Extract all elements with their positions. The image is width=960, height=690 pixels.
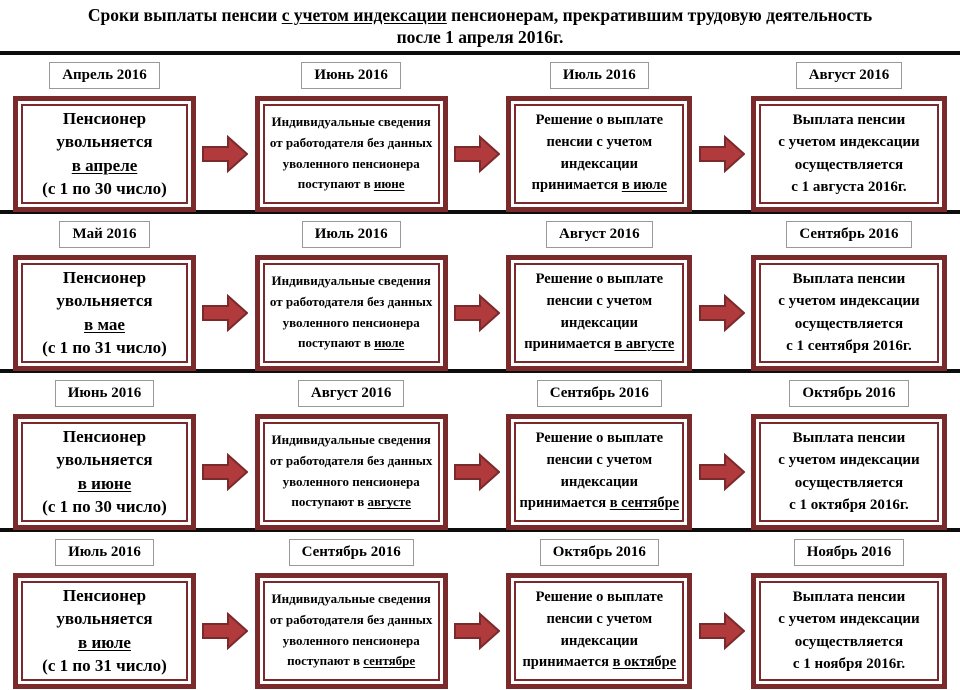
process-boxes-row xyxy=(13,573,947,683)
header-spacer xyxy=(201,221,249,248)
box-text-line: от работодателя без данных xyxy=(269,293,433,309)
retirement-box xyxy=(13,255,196,371)
month-headers-row xyxy=(13,62,947,89)
month-headers-row xyxy=(13,380,947,407)
box-text-line: от работодателя без данных xyxy=(269,134,433,150)
box-text-line: увольняется xyxy=(56,132,153,152)
box-text-pre: принимается xyxy=(531,177,622,194)
box-text-line: от работодателя без данных xyxy=(269,611,433,627)
month-header-payment: Октябрь 2016 xyxy=(789,380,908,407)
header-cell xyxy=(751,62,947,89)
box-text-line: индексации xyxy=(560,632,639,649)
header-cell xyxy=(751,539,947,566)
title-text-post: пенсионерам, прекратившим трудовую деятельность xyxy=(446,5,873,25)
box-text-line: индексации xyxy=(560,155,639,172)
box-text-line: Решение о выплате xyxy=(535,430,664,447)
right-arrow-icon xyxy=(699,293,745,333)
flow-arrow xyxy=(698,573,746,689)
right-arrow-icon xyxy=(202,134,248,174)
box-text-pre: принимается xyxy=(524,336,615,353)
underlined-month: в сентябре xyxy=(609,495,680,512)
period-row xyxy=(0,532,960,687)
flow-arrow xyxy=(201,255,249,371)
employer-data-box xyxy=(255,573,448,689)
right-arrow-icon xyxy=(699,611,745,651)
title-text-pre: Сроки выплаты пенсии xyxy=(87,5,282,25)
header-spacer xyxy=(453,62,501,89)
underlined-month: августе xyxy=(367,494,411,510)
box-text-line: Индивидуальные сведения xyxy=(271,114,431,130)
box-text-line xyxy=(268,651,435,672)
box-text-line: Выплата пенсии xyxy=(792,111,906,128)
box-text-pre: принимается xyxy=(519,495,610,512)
payment-decision-box-content xyxy=(514,263,684,363)
month-header-retirement: Июнь 2016 xyxy=(55,380,154,407)
month-header-payment: Ноябрь 2016 xyxy=(794,539,905,566)
header-cell xyxy=(506,380,692,407)
box-text-line: пенсии с учетом xyxy=(546,133,653,150)
box-text-line: от работодателя без данных xyxy=(269,452,433,468)
header-cell xyxy=(255,221,448,248)
right-arrow-icon xyxy=(699,452,745,492)
process-boxes-row xyxy=(13,414,947,524)
header-cell xyxy=(751,380,947,407)
underlined-month: в октябре xyxy=(612,654,677,671)
month-header-retirement: Апрель 2016 xyxy=(49,62,160,89)
header-cell xyxy=(255,62,448,89)
retirement-box-content xyxy=(21,104,188,204)
flow-arrow xyxy=(453,414,501,530)
header-cell xyxy=(506,539,692,566)
header-cell xyxy=(751,221,947,248)
month-header-employer-data: Июль 2016 xyxy=(302,221,401,248)
flow-arrow xyxy=(453,255,501,371)
box-text-line: осуществляется xyxy=(794,156,904,173)
period-row xyxy=(0,373,960,528)
month-headers-row xyxy=(13,221,947,248)
retirement-box xyxy=(13,96,196,212)
right-arrow-icon xyxy=(454,452,500,492)
box-text-line: (с 1 по 31 число) xyxy=(42,338,167,358)
box-text-line: Пенсионер xyxy=(62,585,147,605)
right-arrow-icon xyxy=(454,611,500,651)
header-spacer xyxy=(698,380,746,407)
box-text-line: Индивидуальные сведения xyxy=(271,273,431,289)
right-arrow-icon xyxy=(454,134,500,174)
header-cell xyxy=(13,539,196,566)
header-cell xyxy=(506,62,692,89)
box-text-pre: принимается xyxy=(522,654,613,671)
box-text-pre: поступают в xyxy=(291,494,368,510)
month-header-employer-data: Август 2016 xyxy=(298,380,405,407)
flow-arrow xyxy=(698,414,746,530)
header-spacer xyxy=(453,539,501,566)
box-text-line: Выплата пенсии xyxy=(792,429,906,446)
box-text-line: Решение о выплате xyxy=(535,271,664,288)
payment-decision-box xyxy=(506,573,692,689)
header-spacer xyxy=(453,221,501,248)
box-text-line xyxy=(519,493,679,515)
box-text-pre: поступают в xyxy=(287,653,364,669)
underlined-month: в июле xyxy=(78,632,131,652)
month-header-employer-data: Сентябрь 2016 xyxy=(289,539,414,566)
retirement-box xyxy=(13,414,196,530)
payment-decision-box-content xyxy=(514,104,684,204)
title-line-1 xyxy=(24,5,936,27)
box-text-line: Выплата пенсии xyxy=(792,588,906,605)
flow-arrow xyxy=(453,573,501,689)
month-header-payment: Сентябрь 2016 xyxy=(786,221,911,248)
process-boxes-row xyxy=(13,255,947,365)
box-text-line: Пенсионер xyxy=(62,426,147,446)
box-text-line: пенсии с учетом xyxy=(546,451,653,468)
pension-payment-box xyxy=(751,96,947,212)
underlined-month: в августе xyxy=(614,336,675,353)
header-cell xyxy=(13,380,196,407)
header-cell xyxy=(506,221,692,248)
month-header-retirement: Июль 2016 xyxy=(55,539,154,566)
box-text-line: увольняется xyxy=(56,450,153,470)
box-text-line: увольняется xyxy=(56,291,153,311)
box-text-line: увольняется xyxy=(56,609,153,629)
employer-data-box xyxy=(255,255,448,371)
box-text-line: индексации xyxy=(560,473,639,490)
month-header-decision: Сентябрь 2016 xyxy=(537,380,662,407)
period-row xyxy=(0,55,960,210)
box-text-line: Индивидуальные сведения xyxy=(271,432,431,448)
pension-payment-box xyxy=(751,414,947,530)
month-header-decision: Октябрь 2016 xyxy=(540,539,659,566)
flow-arrow xyxy=(698,96,746,212)
pension-payment-box xyxy=(751,255,947,371)
pension-payment-box-content xyxy=(759,422,939,522)
header-spacer xyxy=(698,539,746,566)
box-text-line: (с 1 по 30 число) xyxy=(42,179,167,199)
month-headers-row xyxy=(13,539,947,566)
box-text-line: уволенного пенсионера xyxy=(282,632,420,648)
header-spacer xyxy=(201,380,249,407)
box-text-line: Пенсионер xyxy=(62,267,147,287)
employer-data-box-content xyxy=(263,263,440,363)
retirement-box-content xyxy=(21,263,188,363)
box-text-line: Пенсионер xyxy=(62,108,147,128)
employer-data-box xyxy=(255,96,448,212)
box-text-line xyxy=(519,334,679,356)
header-spacer xyxy=(453,380,501,407)
underlined-month: в апреле xyxy=(71,155,138,175)
retirement-box-content xyxy=(21,422,188,522)
box-text-line: с 1 августа 2016г. xyxy=(791,179,907,196)
rows-container xyxy=(0,55,960,687)
underlined-month: июле xyxy=(374,335,405,351)
underlined-month: в июне xyxy=(77,473,132,493)
box-text-line xyxy=(268,492,435,513)
pension-payment-box-content xyxy=(759,263,939,363)
box-text-line: уволенного пенсионера xyxy=(282,155,420,171)
box-text-line: с учетом индексации xyxy=(778,293,920,310)
retirement-box-content xyxy=(21,581,188,681)
underlined-month: сентябре xyxy=(363,653,416,669)
box-text-line: пенсии с учетом xyxy=(546,610,653,627)
box-text-line: индексации xyxy=(560,314,639,331)
flow-arrow xyxy=(201,414,249,530)
box-text-line: Выплата пенсии xyxy=(792,270,906,287)
header-spacer xyxy=(698,221,746,248)
month-header-decision: Июль 2016 xyxy=(550,62,649,89)
box-text-line xyxy=(519,175,679,197)
process-boxes-row xyxy=(13,96,947,206)
box-text-line: осуществляется xyxy=(794,315,904,332)
pension-payment-box xyxy=(751,573,947,689)
right-arrow-icon xyxy=(202,452,248,492)
payment-decision-box-content xyxy=(514,581,684,681)
month-header-payment: Август 2016 xyxy=(796,62,903,89)
box-text-line: с 1 сентября 2016г. xyxy=(786,338,912,355)
employer-data-box-content xyxy=(263,581,440,681)
employer-data-box-content xyxy=(263,422,440,522)
box-text-line: с учетом индексации xyxy=(778,452,920,469)
employer-data-box xyxy=(255,414,448,530)
header-cell xyxy=(255,539,448,566)
header-spacer xyxy=(201,539,249,566)
box-text-line: с учетом индексации xyxy=(778,611,920,628)
header-cell xyxy=(255,380,448,407)
right-arrow-icon xyxy=(202,611,248,651)
box-text-line: уволенного пенсионера xyxy=(282,473,420,489)
flow-arrow xyxy=(453,96,501,212)
box-text-line: осуществляется xyxy=(794,474,904,491)
box-text-line: пенсии с учетом xyxy=(546,292,653,309)
page-title xyxy=(0,0,960,51)
box-text-line: с 1 ноября 2016г. xyxy=(792,656,906,673)
right-arrow-icon xyxy=(699,134,745,174)
box-text-line xyxy=(519,652,679,674)
box-text-line: осуществляется xyxy=(794,633,904,650)
box-text-line: с учетом индексации xyxy=(778,134,920,151)
box-text-pre: поступают в xyxy=(297,176,374,192)
title-text-underlined: с учетом индексации xyxy=(281,5,447,25)
right-arrow-icon xyxy=(202,293,248,333)
period-row xyxy=(0,214,960,369)
box-text-line: (с 1 по 30 число) xyxy=(42,497,167,517)
pension-payment-box-content xyxy=(759,104,939,204)
header-cell xyxy=(13,62,196,89)
header-spacer xyxy=(698,62,746,89)
box-text-line: (с 1 по 31 число) xyxy=(42,656,167,676)
box-text-line: с 1 октября 2016г. xyxy=(789,497,909,514)
payment-decision-box xyxy=(506,414,692,530)
flow-arrow xyxy=(698,255,746,371)
box-text-line: уволенного пенсионера xyxy=(282,314,420,330)
right-arrow-icon xyxy=(454,293,500,333)
flow-arrow xyxy=(201,573,249,689)
box-text-line xyxy=(268,174,435,195)
title-line-2: после 1 апреля 2016г. xyxy=(396,26,564,47)
box-text-line xyxy=(268,333,435,354)
underlined-month: в мае xyxy=(84,314,125,334)
payment-decision-box xyxy=(506,96,692,212)
underlined-month: в июле xyxy=(621,177,667,194)
month-header-retirement: Май 2016 xyxy=(59,221,149,248)
box-text-line: Решение о выплате xyxy=(535,112,664,129)
header-cell xyxy=(13,221,196,248)
employer-data-box-content xyxy=(263,104,440,204)
box-text-line: Индивидуальные сведения xyxy=(271,591,431,607)
box-text-line: Решение о выплате xyxy=(535,589,664,606)
flow-arrow xyxy=(201,96,249,212)
box-text-pre: поступают в xyxy=(298,335,375,351)
month-header-decision: Август 2016 xyxy=(546,221,653,248)
payment-decision-box-content xyxy=(514,422,684,522)
underlined-month: июне xyxy=(373,176,405,192)
header-spacer xyxy=(201,62,249,89)
pension-payment-box-content xyxy=(759,581,939,681)
month-header-employer-data: Июнь 2016 xyxy=(301,62,400,89)
retirement-box xyxy=(13,573,196,689)
payment-decision-box xyxy=(506,255,692,371)
